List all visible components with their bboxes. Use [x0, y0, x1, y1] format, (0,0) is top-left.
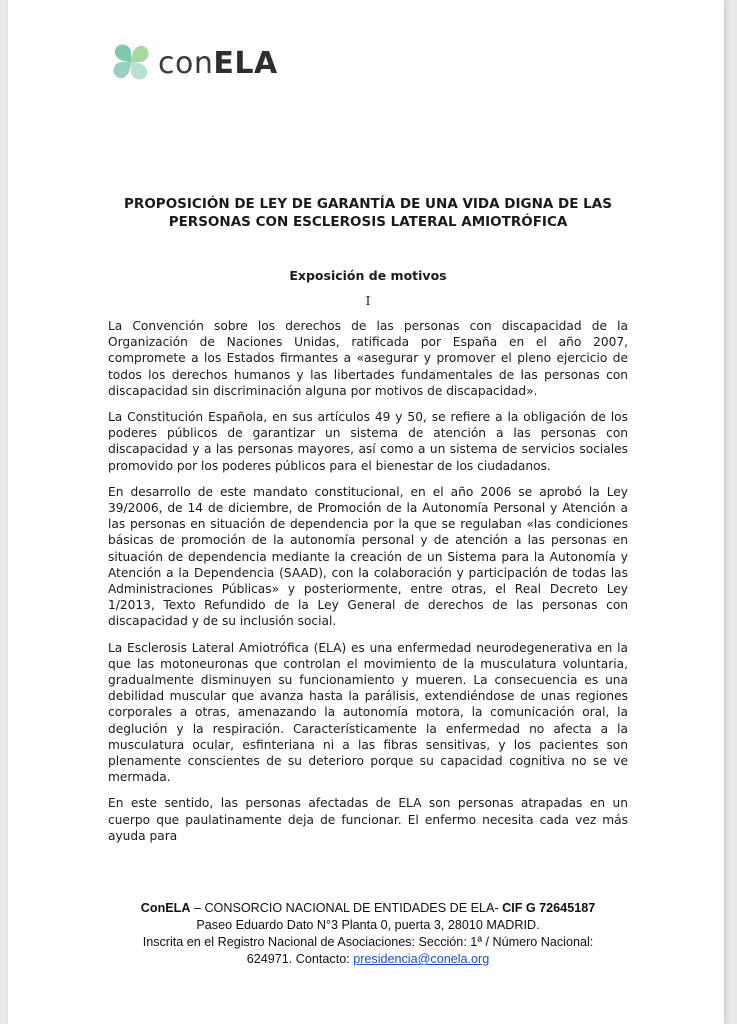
footer-contact-line: [108, 951, 628, 968]
body-text: [108, 318, 628, 854]
title-line-1: PROPOSICIÓN DE LEY DE GARANTÍA DE UNA VIDA DIGNA DE LAS: [124, 196, 612, 212]
footer-email-link[interactable]: presidencia@conela.org: [353, 952, 490, 966]
paragraph: En este sentido, las personas afectadas de ELA son personas atrapadas en un cuerpo que paulatinamente deja de funcionar. El enfermo necesita cada vez más ayuda para: [108, 796, 628, 843]
logo-text-bold: ELA: [213, 45, 278, 81]
document-title: [108, 195, 628, 231]
title-line-2: PERSONAS CON ESCLEROSIS LATERAL AMIOTRÓFICA: [168, 214, 568, 230]
paragraph: La Constitución Española, en sus artículos 49 y 50, se refiere a la obligación de los poderes públicos de garantizar un sistema de atención a las personas con discapacidad y a las personas mayores, así como a un sistema de servicios sociales promovido por los poderes públicos para el bienestar de los ciudadanos.: [108, 410, 628, 473]
section-title: Exposición de motivos: [289, 268, 447, 283]
footer-org-line: [108, 900, 628, 917]
footer-org-name: – CONSORCIO NACIONAL DE ENTIDADES DE ELA-: [190, 901, 503, 915]
footer: [108, 900, 628, 968]
footer-org-bold: ConELA: [140, 901, 191, 915]
clover-logo-icon: [108, 40, 154, 86]
paragraph: En desarrollo de este mandato constitucional, en el año 2006 se aprobó la Ley 39/2006, de 14 de diciembre, de Promoción de la Autonomía Personal y Atención a las personas en situación de dependencia por la que se regulaban «las condiciones básicas de promoción de la autonomía personal y de atención a las personas en situación de dependencia mediante la creación de un Sistema para la Autonomía y Atención a la Dependencia (SAAD), con la colaboración y participación de todas las Administraciones Públicas» y posteriormente, entre otras, el Real Decreto Ley 1/2013, Texto Refundido de la Ley General de derechos de las personas con discapacidad y de su inclusión social.: [108, 484, 628, 629]
paragraph: La Esclerosis Lateral Amiotrófica (ELA) es una enfermedad neurodegenerativa en la que las motoneuronas que controlan el movimiento de la musculatura voluntaria, gradualmente disminuyen su funcionamiento y mueren. La consecuencia es una debilidad muscular que avanza hasta la parálisis, extendiéndose de unas regiones corporales a otras, amenazando la autonomía motora, la comunicación oral, la deglución y la respiración. Característicamente la enfermedad no afecta a la musculatura ocular, esfinteriana ni a las fibras sensitivas, y los pacientes son plenamente conscientes de su deterioro porque su capacidad cognitiva no se ve mermada.: [108, 640, 628, 785]
logo-text-light: con: [158, 45, 214, 81]
logo-wordmark: [158, 46, 278, 81]
footer-registry: Inscrita en el Registro Nacional de Asociaciones: Sección: 1ª / Número Nacional:: [142, 935, 594, 949]
section-number: I: [365, 294, 371, 308]
footer-number-contact: 624971. Contacto:: [246, 952, 354, 966]
document-page: [8, 0, 724, 1024]
footer-cif: CIF G 72645187: [502, 901, 596, 915]
footer-address: Paseo Eduardo Dato N°3 Planta 0, puerta 3, 28010 MADRID.: [196, 918, 540, 932]
paragraph: La Convención sobre los derechos de las personas con discapacidad de la Organización de Naciones Unidas, ratificada por España en el año 2007, compromete a los Estados firmantes a «asegurar y promover el pleno ejercicio de todos los derechos humanos y las libertades fundamentales de las personas con discapacidad sin discriminación alguna por motivos de discapacidad».: [108, 319, 628, 398]
conela-logo: [108, 38, 278, 88]
